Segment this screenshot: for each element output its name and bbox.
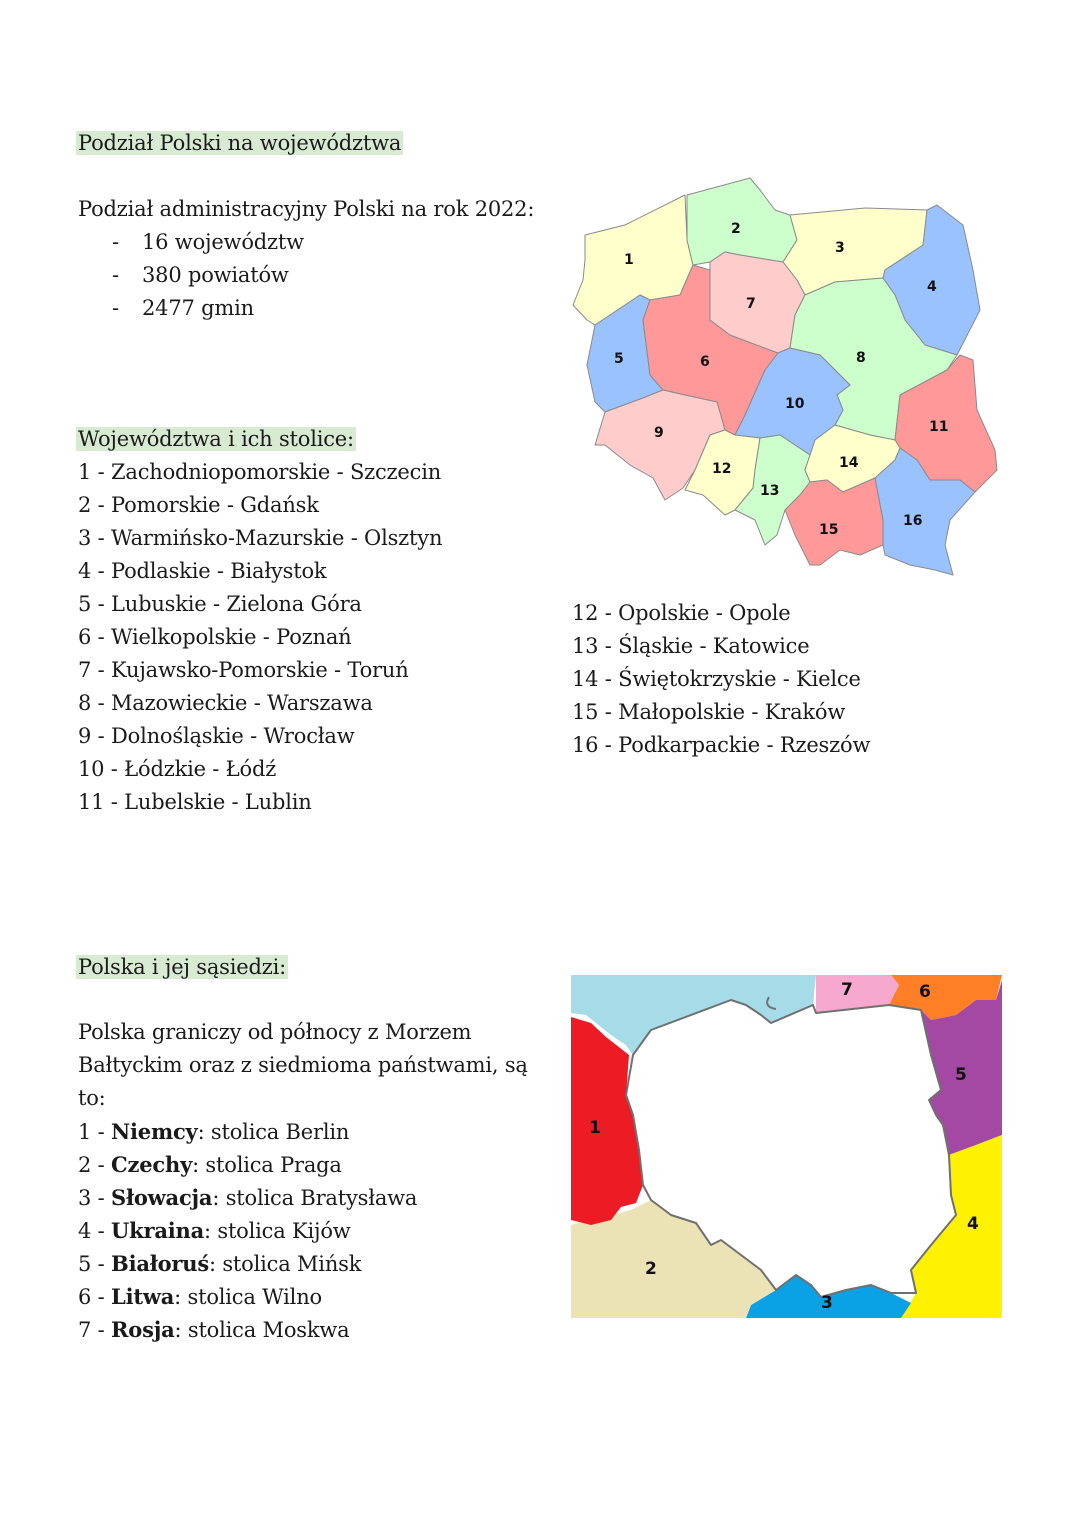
country-label: 6 bbox=[919, 982, 931, 1002]
bullet-item: - 2477 gmin bbox=[112, 296, 254, 320]
country-label: 2 bbox=[645, 1259, 657, 1279]
region-label: 5 bbox=[614, 351, 624, 367]
region-label: 10 bbox=[785, 396, 805, 412]
voivodeship-item: 1 - Zachodniopomorskie - Szczecin bbox=[78, 460, 442, 484]
region-label: 7 bbox=[746, 296, 756, 312]
neighbors-intro-line: Bałtyckim oraz z siedmioma państwami, są bbox=[78, 1053, 528, 1077]
region-label: 12 bbox=[712, 461, 732, 477]
voivodeship-item: 7 - Kujawsko-Pomorskie - Toruń bbox=[78, 658, 409, 682]
country-label: 1 bbox=[589, 1118, 601, 1138]
admin-division-intro: Podział administracyjny Polski na rok 2022: bbox=[78, 197, 535, 221]
neighbors-map bbox=[571, 975, 1002, 1318]
voivodeship-item: 14 - Świętokrzyskie - Kielce bbox=[572, 667, 861, 691]
region-2 bbox=[687, 178, 797, 265]
region-label: 8 bbox=[856, 350, 866, 366]
neighbor-item: 7 - Rosja: stolica Moskwa bbox=[78, 1317, 350, 1342]
region-label: 4 bbox=[927, 279, 937, 295]
voivodeship-map bbox=[565, 170, 1005, 590]
voivodeship-item: 11 - Lubelskie - Lublin bbox=[78, 790, 312, 814]
voivodeship-item: 10 - Łódzkie - Łódź bbox=[78, 757, 277, 781]
neighbor-item: 3 - Słowacja: stolica Bratysława bbox=[78, 1185, 418, 1210]
neighbor-item: 6 - Litwa: stolica Wilno bbox=[78, 1284, 322, 1309]
region-label: 9 bbox=[654, 425, 664, 441]
voivodeship-item: 8 - Mazowieckie - Warszawa bbox=[78, 691, 373, 715]
region-label: 1 bbox=[624, 252, 634, 268]
bullet-item: - 16 województw bbox=[112, 230, 304, 254]
neighbor-item: 1 - Niemcy: stolica Berlin bbox=[78, 1119, 350, 1144]
neighbors-intro-line: Polska graniczy od północy z Morzem bbox=[78, 1020, 472, 1044]
region-label: 11 bbox=[929, 419, 949, 435]
neighbor-item: 2 - Czechy: stolica Praga bbox=[78, 1152, 342, 1177]
region-label: 6 bbox=[700, 354, 710, 370]
voivodeship-item: 15 - Małopolskie - Kraków bbox=[572, 700, 846, 724]
country-label: 4 bbox=[967, 1214, 979, 1234]
voivodeship-item: 9 - Dolnośląskie - Wrocław bbox=[78, 724, 355, 748]
voivodeship-item: 2 - Pomorskie - Gdańsk bbox=[78, 493, 319, 517]
region-label: 2 bbox=[731, 221, 741, 237]
neighbor-item: 4 - Ukraina: stolica Kijów bbox=[78, 1218, 351, 1243]
bullet-item: - 380 powiatów bbox=[112, 263, 289, 287]
voivodeship-item: 4 - Podlaskie - Białystok bbox=[78, 559, 327, 583]
region-label: 16 bbox=[903, 513, 923, 529]
voivodeship-item: 3 - Warmińsko-Mazurskie - Olsztyn bbox=[78, 526, 443, 550]
section-heading-voivodeships: Podział Polski na województwa bbox=[78, 131, 402, 155]
voivodeship-item: 16 - Podkarpackie - Rzeszów bbox=[572, 733, 871, 757]
voivodeship-item: 6 - Wielkopolskie - Poznań bbox=[78, 625, 352, 649]
section-heading-capitals: Województwa i ich stolice: bbox=[78, 427, 354, 451]
region-label: 3 bbox=[835, 240, 845, 256]
country-label: 3 bbox=[821, 1293, 833, 1313]
voivodeship-item: 13 - Śląskie - Katowice bbox=[572, 634, 810, 658]
section-heading-neighbors: Polska i jej sąsiedzi: bbox=[78, 955, 286, 979]
voivodeship-item: 12 - Opolskie - Opole bbox=[572, 601, 791, 625]
country-label: 7 bbox=[841, 980, 853, 1000]
region-label: 14 bbox=[839, 455, 859, 471]
region-label: 15 bbox=[819, 522, 839, 538]
region-label: 13 bbox=[760, 483, 780, 499]
neighbors-intro-line: to: bbox=[78, 1086, 106, 1110]
country-label: 5 bbox=[955, 1065, 967, 1085]
voivodeship-item: 5 - Lubuskie - Zielona Góra bbox=[78, 592, 362, 616]
neighbor-item: 5 - Białoruś: stolica Mińsk bbox=[78, 1251, 362, 1276]
